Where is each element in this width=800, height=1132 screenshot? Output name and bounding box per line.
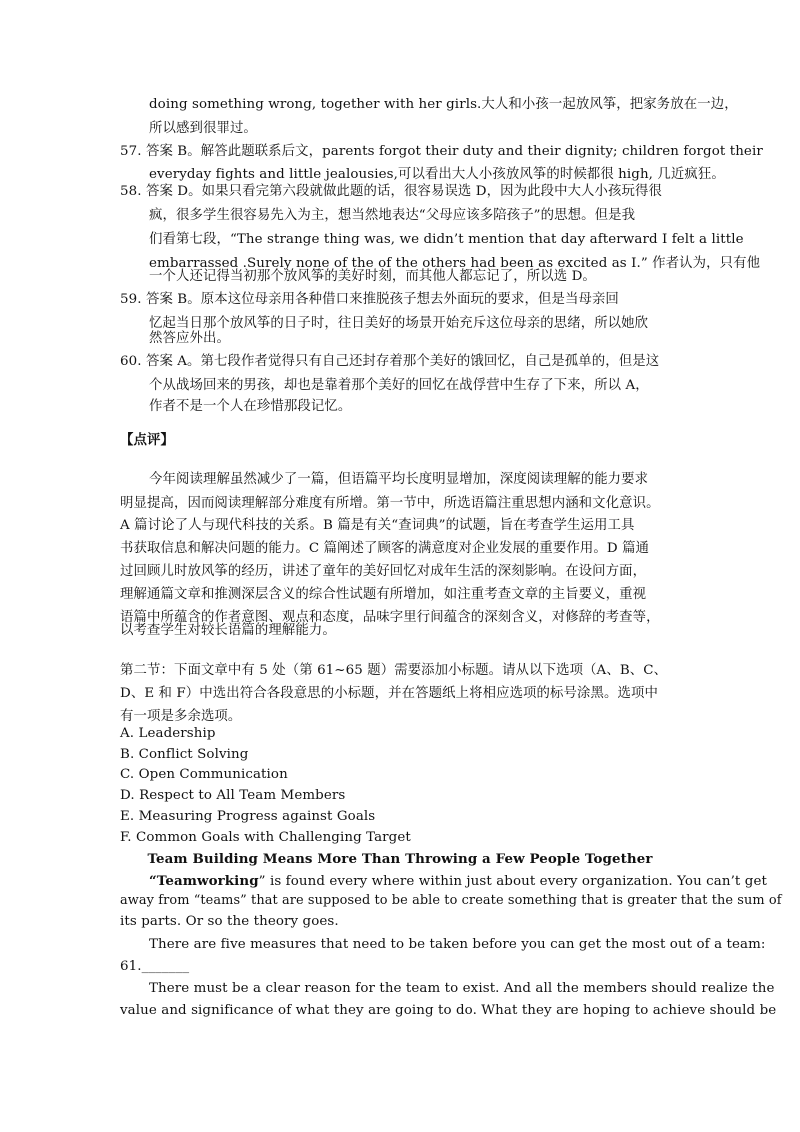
answer-56-line-1: doing something wrong, together with her girls.大人和小孩一起放风筝，把家务放在一边， bbox=[149, 97, 738, 112]
option-e: E. Measuring Progress against Goals bbox=[120, 809, 376, 824]
teamworking-term: “Teamworking bbox=[149, 873, 259, 889]
answer-57-line-1: 57. 答案 B。解答此题联系后文，parents forgot their duty and their dignity; children forgot their bbox=[120, 144, 763, 159]
article-paragraph-3-line-2: value and significance of what they are going to do. What they are hoping to achieve should be bbox=[120, 1003, 777, 1018]
comment-line-4: 书获取信息和解决问题的能力。C 篇阐述了顾客的满意度对企业发展的重要作用。D 篇通 bbox=[120, 541, 650, 556]
answer-56-line-2: 所以感到很罪过。 bbox=[149, 121, 257, 136]
comment-line-6: 理解通篇文章和推测深层含义的综合性试题有所增加，如注重考查文章的主旨要义，重视 bbox=[120, 587, 647, 602]
comment-line-7: 语篇中所蕴含的作者意图、观点和态度，品味字里行间蕴含的深刻含义，对修辞的考查等， bbox=[120, 610, 660, 625]
answer-57-line-2: everyday fights and little jealousies,可以看出大人小孩放风筝的时候都很 high, 几近疯狂。 bbox=[149, 167, 725, 182]
article-paragraph-2: There are five measures that need to be taken before you can get the most out of a team: bbox=[149, 937, 766, 952]
option-b: B. Conflict Solving bbox=[120, 747, 249, 762]
option-d: D. Respect to All Team Members bbox=[120, 788, 346, 803]
comment-line-1: 今年阅读理解虽然减少了一篇，但语篇平均长度明显增加，深度阅读理解的能力要求 bbox=[149, 472, 649, 487]
answer-59-line-1: 59. 答案 B。原本这位母亲用各种借口来推脱孩子想去外面玩的要求，但是当母亲回 bbox=[120, 292, 619, 307]
answer-59-line-3: 然答应外出。 bbox=[149, 331, 230, 346]
article-paragraph-3-line-1: There must be a clear reason for the team to exist. And all the members should realize the bbox=[149, 981, 775, 996]
answer-60-line-3: 作者不是一个人在珍惜那段记忆。 bbox=[149, 399, 352, 414]
article-paragraph-1-line-2: away from “teams” that are supposed to be able to create something that is greater that the sum of bbox=[120, 893, 782, 908]
comment-line-5: 过回顾儿时放风筝的经历，讲述了童年的美好回忆对成年生活的深刻影响。在设问方面， bbox=[120, 564, 647, 579]
option-a: A. Leadership bbox=[120, 726, 216, 741]
section2-instruction-line-2: D、E 和 F）中选出符合各段意思的小标题，并在答题纸上将相应选项的标号涂黑。选项中 bbox=[120, 686, 658, 701]
answer-58-line-2: 疯，很多学生很容易先入为主，想当然地表达“父母应该多陪孩子”的思想。但是我 bbox=[149, 208, 636, 223]
answer-59-line-2: 忆起当日那个放风筝的日子时，往日美好的场景开始充斥这位母亲的思绪，所以她欣 bbox=[149, 316, 649, 331]
section2-instruction-line-1: 第二节：下面文章中有 5 处（第 61~65 题）需要添加小标题。请从以下选项（A、B、C、 bbox=[120, 663, 668, 678]
answer-58-line-1: 58. 答案 D。如果只看完第六段就做此题的话，很容易误选 D，因为此段中大人小孩玩得很 bbox=[120, 184, 662, 199]
comment-line-3: A 篇讨论了人与现代科技的关系。B 篇是有关“查词典”的试题，旨在考查学生运用工具 bbox=[120, 518, 635, 533]
article-paragraph-1-line-3: its parts. Or so the theory goes. bbox=[120, 914, 339, 929]
blank-61: 61._______ bbox=[120, 959, 190, 974]
answer-58-line-5: 一个人还记得当初那个放风筝的美好时刻，而其他人都忘记了，所以选 D。 bbox=[149, 269, 596, 284]
answer-60-line-1: 60. 答案 A。第七段作者觉得只有自己还封存着那个美好的饿回忆，自己是孤单的，但是这 bbox=[120, 354, 660, 369]
answer-60-line-2: 个从战场回来的男孩，却也是靠着那个美好的回忆在战俘营中生存了下来，所以 A， bbox=[149, 378, 649, 393]
answer-58-line-3: 们看第七段，“The strange thing was, we didn’t mention that day afterward I felt a little bbox=[149, 232, 744, 247]
comment-line-8: 以考查学生对较长语篇的理解能力。 bbox=[120, 623, 336, 638]
answer-58-line-4: embarrassed .Surely none of the of the others had been as excited as I.” 作者认为，只有他 bbox=[149, 256, 761, 271]
article-paragraph-1-line-1 bbox=[149, 872, 767, 891]
comment-line-2: 明显提高，因而阅读理解部分难度有所增。第一节中，所选语篇注重思想内涵和文化意识。 bbox=[120, 496, 660, 511]
article-paragraph-1-text: ” is found every where within just about every organization. You can’t get bbox=[258, 874, 767, 889]
comment-heading: 【点评】 bbox=[120, 432, 174, 448]
article-title: Team Building Means More Than Throwing a Few People Together bbox=[147, 851, 653, 867]
option-f: F. Common Goals with Challenging Target bbox=[120, 830, 411, 845]
option-c: C. Open Communication bbox=[120, 767, 288, 782]
section2-instruction-line-3: 有一项是多余选项。 bbox=[120, 709, 242, 724]
